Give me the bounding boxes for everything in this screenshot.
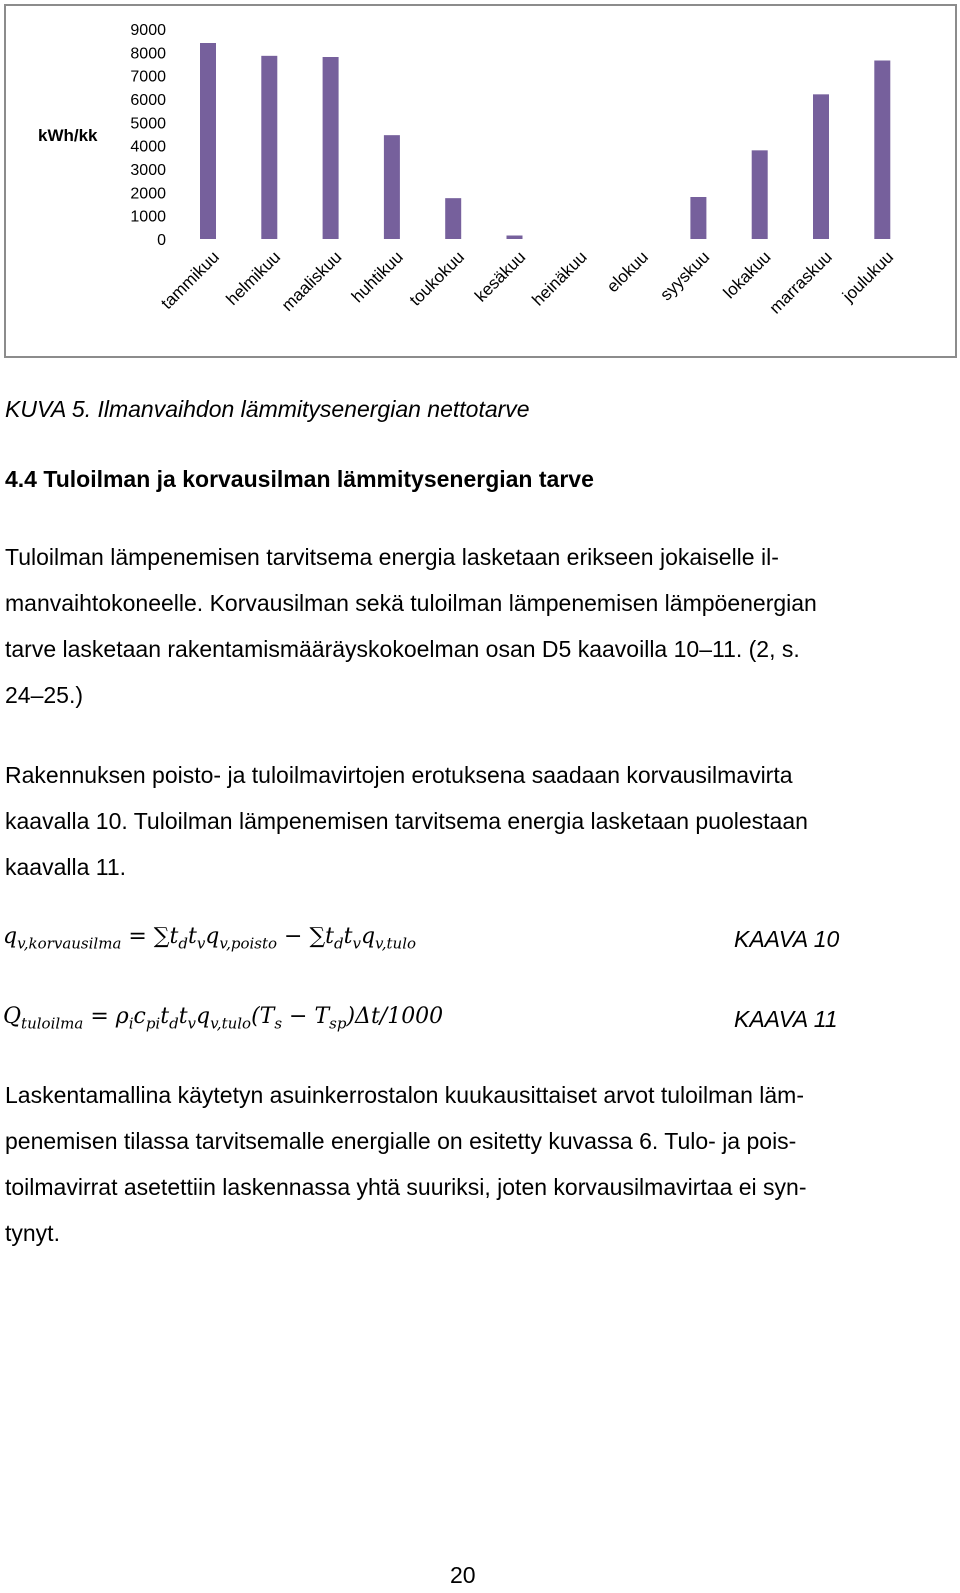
paragraph-line: 24–25.) bbox=[5, 682, 84, 708]
y-axis-label: kWh/kk bbox=[38, 126, 98, 145]
formula-symbol: (T bbox=[251, 1004, 275, 1029]
formula-11-label: KAAVA 11 bbox=[734, 1006, 838, 1032]
y-tick-label: 8000 bbox=[130, 45, 166, 63]
y-tick-label: 0 bbox=[157, 232, 166, 249]
bar bbox=[752, 150, 768, 239]
x-tick-label: helmikuu bbox=[222, 247, 285, 309]
x-tick-label: huhtikuu bbox=[347, 247, 407, 307]
y-tick-label: 6000 bbox=[130, 92, 166, 109]
formula-operator: = ρ bbox=[83, 1004, 129, 1029]
y-tick-label: 2000 bbox=[130, 185, 166, 203]
formula-subscript: v,poisto bbox=[219, 934, 278, 953]
formula-subscript: v,tulo bbox=[375, 934, 417, 953]
formula-subscript: v bbox=[196, 934, 206, 953]
paragraph-line: manvaihtokoneelle. Korvausilman sekä tuloilman lämpenemisen lämpöenergian bbox=[5, 590, 817, 616]
formula-10-label: KAAVA 10 bbox=[734, 926, 840, 952]
formula-subscript: sp bbox=[329, 1014, 347, 1033]
formula-operator: − ∑ bbox=[277, 924, 326, 949]
formula-11 bbox=[3, 1004, 443, 1032]
paragraph-1 bbox=[5, 534, 955, 718]
x-tick-label: elokuu bbox=[603, 247, 652, 297]
y-tick-label: 3000 bbox=[130, 162, 166, 179]
section-heading: 4.4 Tuloilman ja korvausilman lämmitysenergian tarve bbox=[5, 466, 594, 492]
paragraph-line: penemisen tilassa tarvitsemalle energialle on esitetty kuvassa 6. Tulo- ja pois- bbox=[5, 1128, 797, 1154]
y-axis-ticks bbox=[130, 22, 166, 249]
formula-subscript: d bbox=[334, 934, 344, 953]
formula-symbol: q bbox=[196, 1004, 211, 1029]
formula-symbol: q bbox=[3, 924, 18, 949]
x-tick-label: syyskuu bbox=[656, 247, 714, 305]
bar bbox=[200, 43, 216, 239]
formula-subscript: v,korvausilma bbox=[17, 934, 122, 953]
y-tick-label: 4000 bbox=[130, 138, 166, 156]
formula-symbol: t bbox=[187, 924, 197, 949]
x-tick-label: maaliskuu bbox=[277, 247, 346, 315]
formula-subscript: v bbox=[187, 1014, 197, 1033]
x-axis-ticks bbox=[157, 247, 897, 317]
paragraph-line: tarve lasketaan rakentamismääräyskokoelman osan D5 kaavoilla 10–11. (2, s. bbox=[5, 636, 800, 662]
bar bbox=[507, 236, 523, 240]
bar bbox=[690, 197, 706, 239]
bar bbox=[261, 56, 277, 239]
formula-symbol: )Δt/1000 bbox=[346, 1004, 444, 1029]
figure-caption: KUVA 5. Ilmanvaihdon lämmitysenergian nettotarve bbox=[5, 396, 530, 422]
paragraph-3 bbox=[5, 1072, 955, 1256]
formula-subscript: i bbox=[128, 1014, 134, 1033]
formula-subscript: d bbox=[178, 934, 188, 953]
formula-symbol: t bbox=[178, 1004, 188, 1029]
y-tick-label: 9000 bbox=[130, 22, 166, 39]
bar bbox=[445, 198, 461, 239]
bar bbox=[813, 94, 829, 239]
formula-symbol: Q bbox=[3, 1004, 22, 1029]
formula-symbol: c bbox=[133, 1004, 146, 1029]
bar bbox=[384, 135, 400, 239]
chart-frame bbox=[4, 4, 957, 358]
x-tick-label: lokakuu bbox=[719, 247, 775, 303]
x-tick-label: heinäkuu bbox=[528, 247, 591, 310]
formula-10 bbox=[3, 924, 416, 952]
paragraph-line: Laskentamallina käytetyn asuinkerrostalon kuukausittaiset arvot tuloilman läm- bbox=[5, 1082, 805, 1108]
bars bbox=[200, 43, 890, 239]
formula-subscript: pi bbox=[145, 1014, 161, 1033]
y-tick-label: 5000 bbox=[130, 115, 166, 133]
x-tick-label: tammikuu bbox=[157, 247, 223, 313]
formula-symbol: q bbox=[205, 924, 220, 949]
y-tick-label: 1000 bbox=[130, 208, 166, 226]
paragraph-2 bbox=[5, 752, 955, 890]
paragraph-line: Tuloilman lämpenemisen tarvitsema energia lasketaan erikseen jokaiselle il- bbox=[5, 544, 779, 570]
formula-subscript: s bbox=[274, 1014, 283, 1033]
paragraph-line: toilmavirrat asetettiin laskennassa yhtä suuriksi, joten korvausilmavirtaa ei syn- bbox=[5, 1174, 807, 1200]
formula-symbol: t bbox=[325, 924, 335, 949]
x-tick-label: kesäkuu bbox=[471, 247, 530, 306]
formula-subscript: tuloilma bbox=[21, 1014, 84, 1033]
formula-symbol: t bbox=[343, 924, 353, 949]
formula-subscript: v bbox=[352, 934, 361, 953]
page-number: 20 bbox=[450, 1562, 476, 1588]
paragraph-line: Rakennuksen poisto- ja tuloilmavirtojen erotuksena saadaan korvausilmavirta bbox=[5, 762, 793, 788]
formula-subscript: v,tulo bbox=[210, 1014, 252, 1033]
formula-operator: = ∑ bbox=[121, 924, 170, 949]
formula-symbol: q bbox=[360, 924, 376, 949]
formula-operator: − T bbox=[282, 1004, 330, 1029]
bar bbox=[874, 61, 890, 240]
bar-chart bbox=[6, 6, 955, 356]
paragraph-line: kaavalla 10. Tuloilman lämpenemisen tarvitsema energia lasketaan puolestaan bbox=[5, 808, 808, 834]
formula-subscript: d bbox=[169, 1014, 179, 1033]
y-tick-label: 7000 bbox=[130, 68, 166, 86]
formula-symbol: t bbox=[169, 924, 179, 949]
bar bbox=[323, 57, 339, 239]
x-tick-label: toukokuu bbox=[405, 247, 469, 310]
x-tick-label: joulukuu bbox=[838, 247, 898, 306]
paragraph-line: kaavalla 11. bbox=[5, 854, 127, 880]
formula-symbol: t bbox=[160, 1004, 170, 1029]
x-tick-label: marraskuu bbox=[765, 247, 836, 318]
paragraph-line: tynyt. bbox=[5, 1220, 60, 1246]
